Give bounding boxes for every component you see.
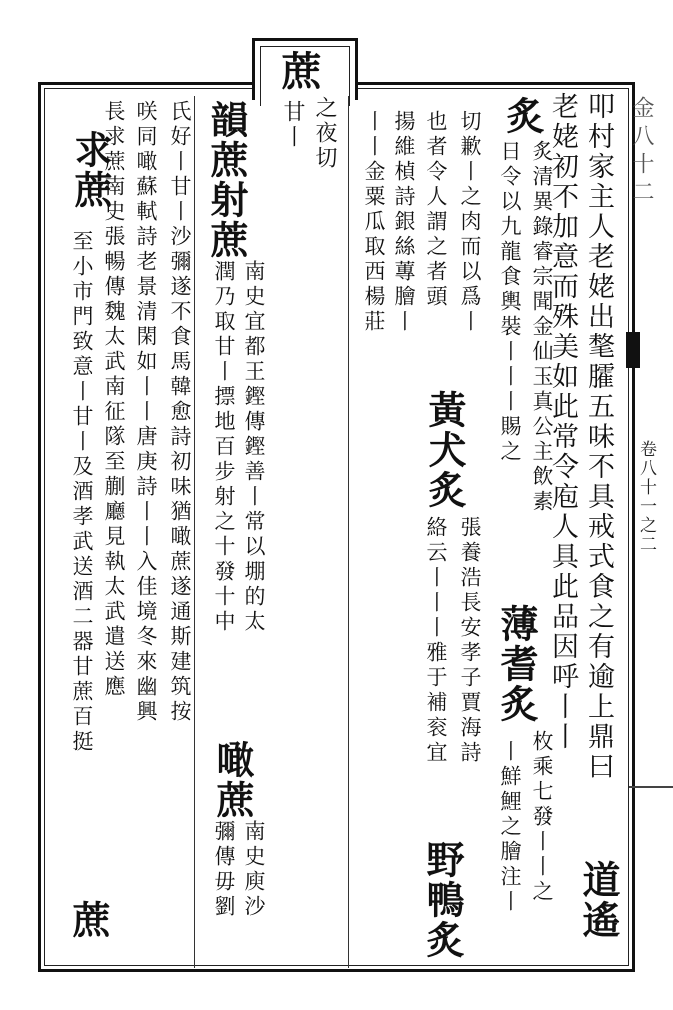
text-column-4: 日令以九龍食輿裝丨丨丨賜之 — [498, 140, 522, 465]
text-column-8: 丨丨金粟瓜取西楊莊 — [362, 110, 386, 335]
margin-top-fragment: 金八十二 — [629, 96, 654, 208]
header-title: 蔗 — [275, 50, 322, 92]
heading-yun-zhe-she-zhe: 韻蔗射蔗 — [204, 100, 249, 260]
text-column-3: 炙清異錄睿宗聞金仙玉真公主飲素 — [530, 140, 554, 515]
text-column-1: 叩村家主人老姥出㲠臛五味不具戒式食之有逾上鼎曰 — [583, 92, 614, 782]
huang-text-2: 絡云丨丨丨雅于補衮宜 — [424, 516, 448, 766]
heading-huang-quan-zhi: 黃犬炙 — [422, 390, 467, 510]
header-sub: 甘丨 — [280, 100, 305, 150]
text-column-2: 老姥初不加意而殊美如此常令庖人具此品因呼丨丨 — [547, 92, 578, 752]
she-text: 南史宜都王鏗傳鏗善丨常以堋的太 — [242, 260, 266, 635]
bo-text-2: 丨鮮鯉之膾注丨 — [498, 740, 522, 915]
heading-dan-zhe: 噉蔗 — [210, 740, 255, 820]
bo-text: 枚乘七發丨丨之 — [530, 730, 554, 905]
text-column-7: 揚維楨詩銀絲蓴膾丨 — [392, 110, 416, 335]
fold-line — [629, 786, 673, 788]
heading-zhi: 炙 — [500, 96, 545, 136]
heading-zhe-end: 蔗 — [66, 900, 111, 940]
dan-text-2: 彌傳毋劉 — [212, 820, 236, 920]
text-column-12: 至小市門致意丨甘丨及酒孝武送酒二器甘蔗百挺 — [70, 230, 94, 755]
text-column-6: 也者令人謂之者頭 — [424, 110, 448, 310]
text-column-9: 氏好丨甘丨沙彌遂不食馬韓愈詩初味猶噉蔗遂通斯建筑按 — [168, 100, 192, 725]
heading-xiao-yao: 道遙 — [576, 860, 621, 940]
heading-bo-qi-zhi: 薄耆炙 — [494, 604, 539, 724]
text-column-10: 咲同噉蘇軾詩老景清閑如丨丨唐庚詩丨丨入佳境冬來幽興 — [134, 100, 158, 725]
dan-text: 南史庾沙 — [242, 820, 266, 920]
she-text-2: 潤乃取甘丨摽地百步射之十發十中 — [212, 260, 236, 635]
heading-ye-ya-zhi: 野鴨炙 — [420, 840, 465, 960]
fish-tail-mark — [626, 332, 640, 368]
huang-text: 張養浩長安孝子賈海詩 — [458, 516, 482, 766]
text-column-5: 切歉丨之肉而以爲丨 — [458, 110, 482, 335]
column-rule — [348, 96, 349, 968]
heading-qiu-zhe: 求蔗 — [68, 130, 113, 210]
volume-label: 卷八十一之二 — [636, 440, 656, 554]
header-note: 之夜切 — [312, 96, 337, 171]
text-column-11: 長求蔗南史張暢傳魏太武南征隊至蒯廳見執太武遣送應 — [102, 100, 126, 700]
